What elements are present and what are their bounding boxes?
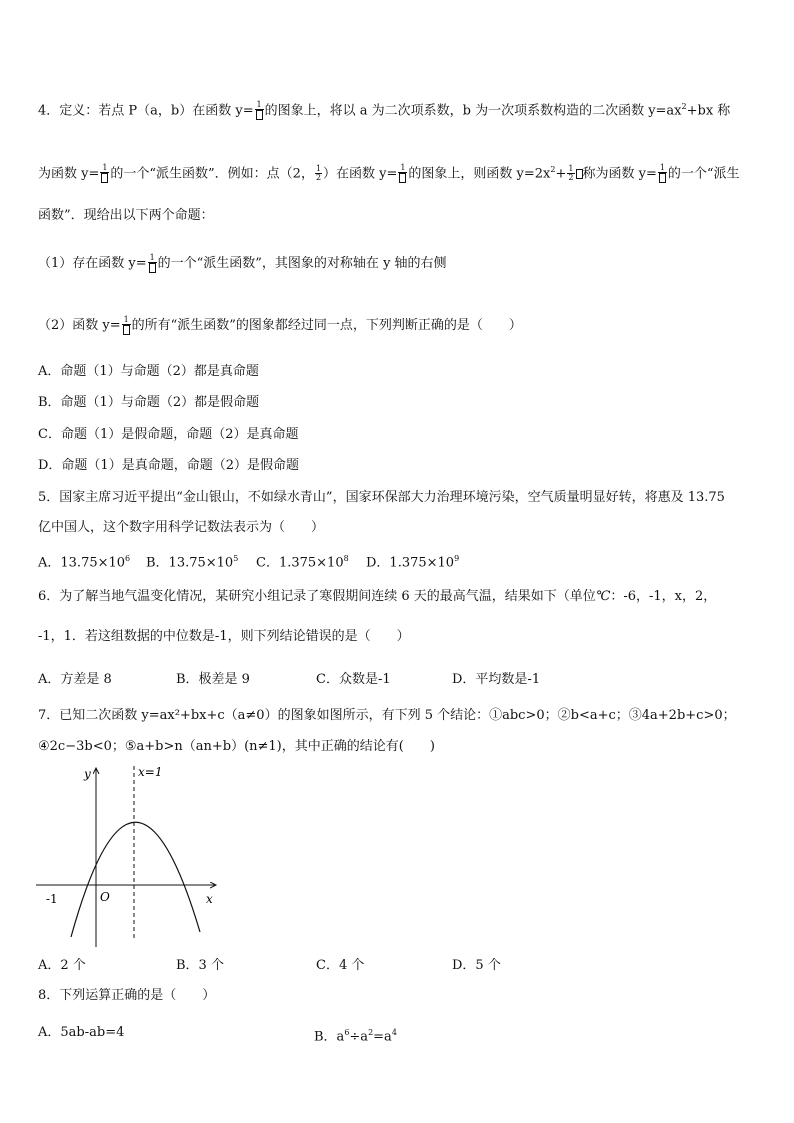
q5-line-1: 5．国家主席习近平提出“金山银山，不如绿水青山”，国家环保部大力治理环境污染，空气质量明显好转，将惠及 13.75: [38, 490, 725, 505]
q6-option-d[interactable]: D．平均数是-1: [452, 672, 541, 687]
q4-line-3: 函数”．现给出以下两个命题：: [38, 208, 214, 223]
x-axis-label: x: [206, 892, 213, 906]
fraction-1-over-x: 1: [122, 316, 131, 335]
q7-line-2: ④2c−3b<0；⑤a+b>n（an+b）(n≠1)，其中正确的结论有( ): [38, 739, 435, 754]
neg-one-label: -1: [46, 892, 58, 906]
celsius-unit: ℃: [595, 589, 611, 604]
fraction-1-over-x: 1: [100, 164, 109, 183]
q4-option-d[interactable]: D．命题（1）是真命题，命题（2）是假命题: [38, 458, 299, 473]
q6-option-a[interactable]: A．方差是 8: [38, 672, 112, 687]
fraction-1-over-x: 1: [255, 101, 264, 120]
q6-line-1: 6．为了解当地气温变化情况，某研究小组记录了寒假期间连续 6 天的最高气温，结果如下（单位℃：-6，-1，x，2，: [38, 589, 717, 604]
q8-option-b[interactable]: B．$a^6\div a^2=a^4$: [314, 1028, 397, 1045]
q8-options: [38, 1024, 758, 1045]
text: 的图象上，将以 a 为二次项系数，b 为一次项系数构造的二次函数 y=ax: [264, 103, 682, 119]
q7-option-c[interactable]: C．4 个: [316, 958, 365, 973]
q4-line-1: 4．定义：若点 P（a，b）在函数 y= 1 的图象上，将以 a 为二次项系数，b 为一次项系数构造的二次函数 $y=ax^2+bx$ 称: [38, 100, 731, 119]
q5-line-2: 亿中国人，这个数字用科学记数法表示为（ ）: [38, 520, 325, 535]
fraction-1-over-2: $\frac{1}{2}$: [315, 164, 322, 183]
fraction-1-over-x: 1: [148, 254, 157, 273]
q7-line-1: 7．已知二次函数 y=ax²+bx+c（a≠0）的图象如图所示，有下列 5 个结论：①abc>0；②b<a+c；③4a+2b+c>0；: [38, 708, 736, 723]
q6-option-b[interactable]: B．极差是 9: [176, 672, 250, 687]
q5-option-c[interactable]: C．$1.375\times 10^8$: [256, 554, 349, 571]
q4-option-a[interactable]: A．命题（1）与命题（2）都是真命题: [38, 364, 259, 379]
q6-options: [38, 671, 758, 689]
q5-options: [38, 550, 758, 571]
q4-proposition-1: （1）存在函数 y= 1 的一个“派生函数”，其图象的对称轴在 y 轴的右侧: [38, 253, 447, 271]
text: 4．定义：若点 P（a，b）在函数 y=: [38, 103, 254, 119]
q7-option-d[interactable]: D．5 个: [452, 958, 501, 973]
q4-option-b[interactable]: B．命题（1）与命题（2）都是假命题: [38, 395, 260, 410]
fraction-1-over-x: 1: [658, 164, 667, 183]
q4-line-2: 为函数 y= 1 的一个“派生函数”．例如：点（2， $\frac{1}{2}$ ）在函数 y= 1 的图象上，则函数 $y=2x^2+$ $\frac{1}{2}$ 称为函数 y= 1 的一个“派生: [38, 163, 740, 183]
fraction-1-over-x: 1: [398, 164, 407, 183]
q5-option-a[interactable]: A．$13.75\times 10^6$: [38, 554, 131, 571]
fraction-1-over-2: $\frac{1}{2}$: [568, 164, 574, 183]
parabola-graph: [34, 762, 224, 952]
q5-option-b[interactable]: B．$13.75\times 10^5$: [146, 554, 239, 571]
symmetry-line-label: x=1: [138, 765, 163, 779]
q6-option-c[interactable]: C．众数是-1: [316, 672, 391, 687]
q8-line-1: 8．下列运算正确的是（ ）: [38, 988, 216, 1003]
q6-line-2: -1，1．若这组数据的中位数是-1，则下列结论错误的是（ ）: [38, 629, 410, 644]
missing-glyph-box: [576, 169, 583, 179]
origin-label: O: [100, 890, 110, 904]
text: +bx 称: [686, 103, 731, 119]
q7-options: [38, 957, 758, 975]
q5-option-d[interactable]: D．$1.375\times 10^9$: [366, 554, 460, 571]
q4-option-c[interactable]: C．命题（1）是假命题，命题（2）是真命题: [38, 427, 299, 442]
q7-option-b[interactable]: B．3 个: [176, 958, 224, 973]
q8-option-a[interactable]: A．5ab-ab=4: [38, 1025, 125, 1040]
q4-proposition-2: （2）函数 y= 1 的所有“派生函数”的图象都经过同一点，下列判断正确的是（ ）: [38, 315, 522, 333]
q7-option-a[interactable]: A．2 个: [38, 958, 86, 973]
parabola-curve: [71, 822, 200, 937]
y-axis-label: y: [84, 767, 91, 781]
